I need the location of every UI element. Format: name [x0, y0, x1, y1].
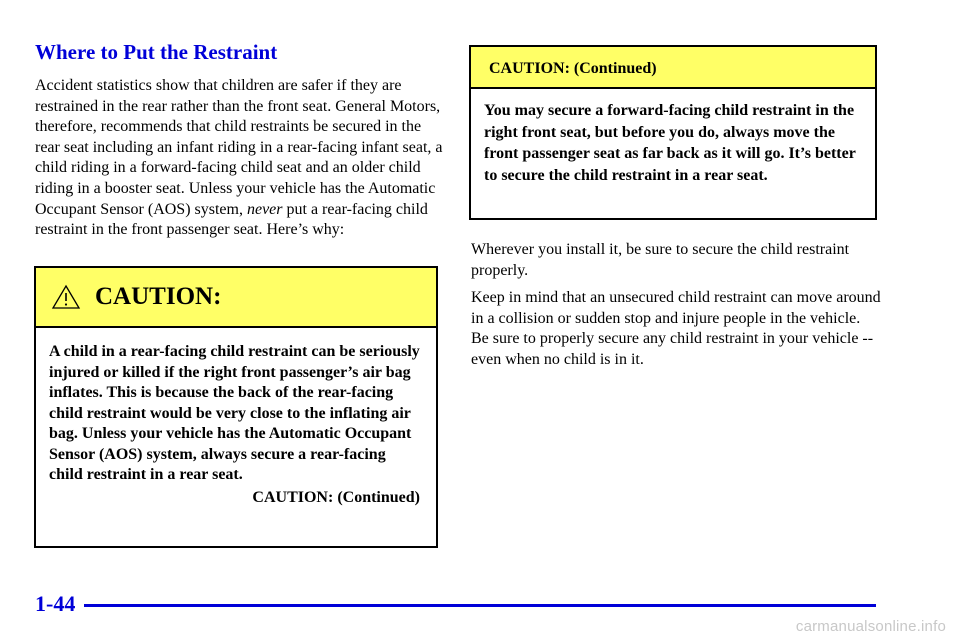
caution-continued-label: CAUTION: (Continued): [252, 488, 420, 506]
caution-body: A child in a rear-facing child restraint can be seriously injured or killed if the right front passenger’s air bag inflates. This is because the back of the rear-facing child restraint would be very close to the inflating air bag. Unless your vehicle has the Automatic Occupant Sensor (AOS) system, always secure a rear-facing child restraint in a rear seat.: [49, 343, 420, 483]
install-paragraph: Wherever you install it, be sure to secure the child restraint properly.: [471, 241, 850, 279]
caution-continued-box: [469, 45, 877, 220]
intro-paragraph: [35, 76, 445, 241]
section-heading: Where to Put the Restraint: [35, 40, 278, 64]
caution-header: [36, 268, 436, 328]
unsecured-paragraph: Keep in mind that an unsecured child restraint can move around in a collision or sudden stop and injure people in the vehicle. Be sure to properly secure any child restraint in your vehicle -- even when no child is in it.: [471, 289, 881, 368]
caution-box: [34, 266, 438, 548]
page-number: 1-44: [35, 591, 76, 616]
intro-text: Accident statistics show that children are safer if they are restrained in the rear rather than the front seat. General Motors, therefore, recommends that child restraints be secured in the rear seat including an infant riding in a rear-facing infant seat, a child riding in a forward-facing child seat and an older child riding in a booster seat. Unless your vehicle has the Automatic Occupant Sensor (AOS) system,: [35, 77, 443, 218]
caution-continued-body: You may secure a forward-facing child restraint in the right front seat, but before you do, always move the front passenger seat as far back as it will go. It’s better to secure the child restraint in a rear seat.: [484, 102, 856, 184]
footer-rule: [84, 604, 876, 607]
warning-triangle-icon: [51, 284, 81, 310]
caution-title: CAUTION:: [95, 283, 222, 310]
caution-continued-header: CAUTION: (Continued): [471, 47, 875, 89]
watermark: carmanualsonline.info: [795, 618, 946, 635]
intro-emphasis: never: [246, 200, 283, 218]
intro-text-end: put a rear-facing child restraint in the front passenger seat. Here’s why:: [35, 200, 428, 239]
